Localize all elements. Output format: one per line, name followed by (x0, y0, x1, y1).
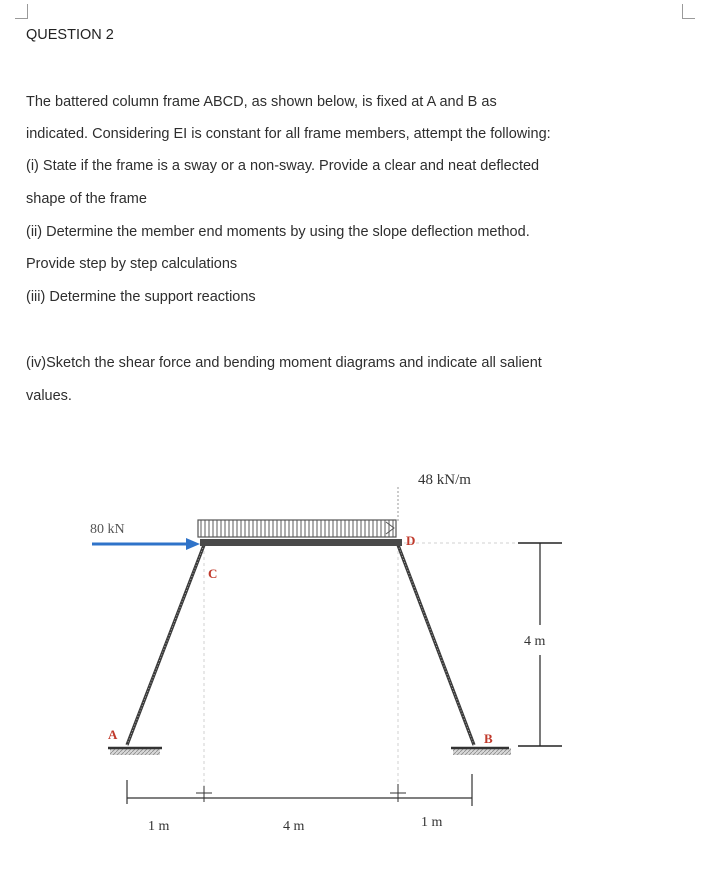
node-label-a: A (108, 727, 118, 742)
part-i-text-line-1: (i) State if the frame is a sway or a non-sway. Provide a clear and neat deflected (26, 158, 540, 174)
page-corner-marker-left (15, 4, 28, 19)
node-label-b: B (484, 731, 493, 746)
member-ac (127, 545, 204, 745)
guide-lines (204, 543, 540, 795)
part-iii-text: (iii) Determine the support reactions (26, 289, 256, 305)
question-title: QUESTION 2 (26, 27, 114, 43)
part-iv-text-line-2: values. (26, 388, 72, 404)
node-label-d: D (406, 533, 416, 548)
point-load-label: 80 kN (90, 522, 125, 537)
page-corner-marker-right (682, 4, 695, 19)
part-iv-text-line-1: (iv)Sketch the shear force and bending moment diagrams and indicate all salient (26, 355, 542, 371)
span-label-left: 1 m (148, 819, 170, 834)
part-ii-text-line-1: (ii) Determine the member end moments by using the slope deflection method. (26, 224, 530, 240)
supports (108, 748, 511, 755)
udl-block (198, 487, 398, 537)
question-text-line-2: indicated. Considering EI is constant for all frame members, attempt the following: (26, 126, 551, 142)
point-load-arrowhead (186, 538, 200, 550)
udl-load-pattern (198, 520, 396, 537)
frame-diagram (0, 455, 719, 890)
point-load (92, 538, 200, 550)
node-label-c: C (208, 566, 218, 581)
question-text-line-1: The battered column frame ABCD, as shown below, is fixed at A and B as (26, 94, 497, 110)
member-db (398, 545, 474, 745)
member-cd-beam (200, 539, 402, 546)
height-label: 4 m (524, 634, 546, 649)
span-label-middle: 4 m (283, 819, 305, 834)
frame-figure (0, 455, 719, 890)
span-label-right: 1 m (421, 815, 443, 830)
frame-members (127, 539, 474, 745)
part-ii-text-line-2: Provide step by step calculations (26, 256, 238, 272)
udl-label: 48 kN/m (418, 472, 471, 488)
part-i-text-line-2: shape of the frame (26, 191, 147, 207)
span-dimensions (127, 774, 472, 806)
